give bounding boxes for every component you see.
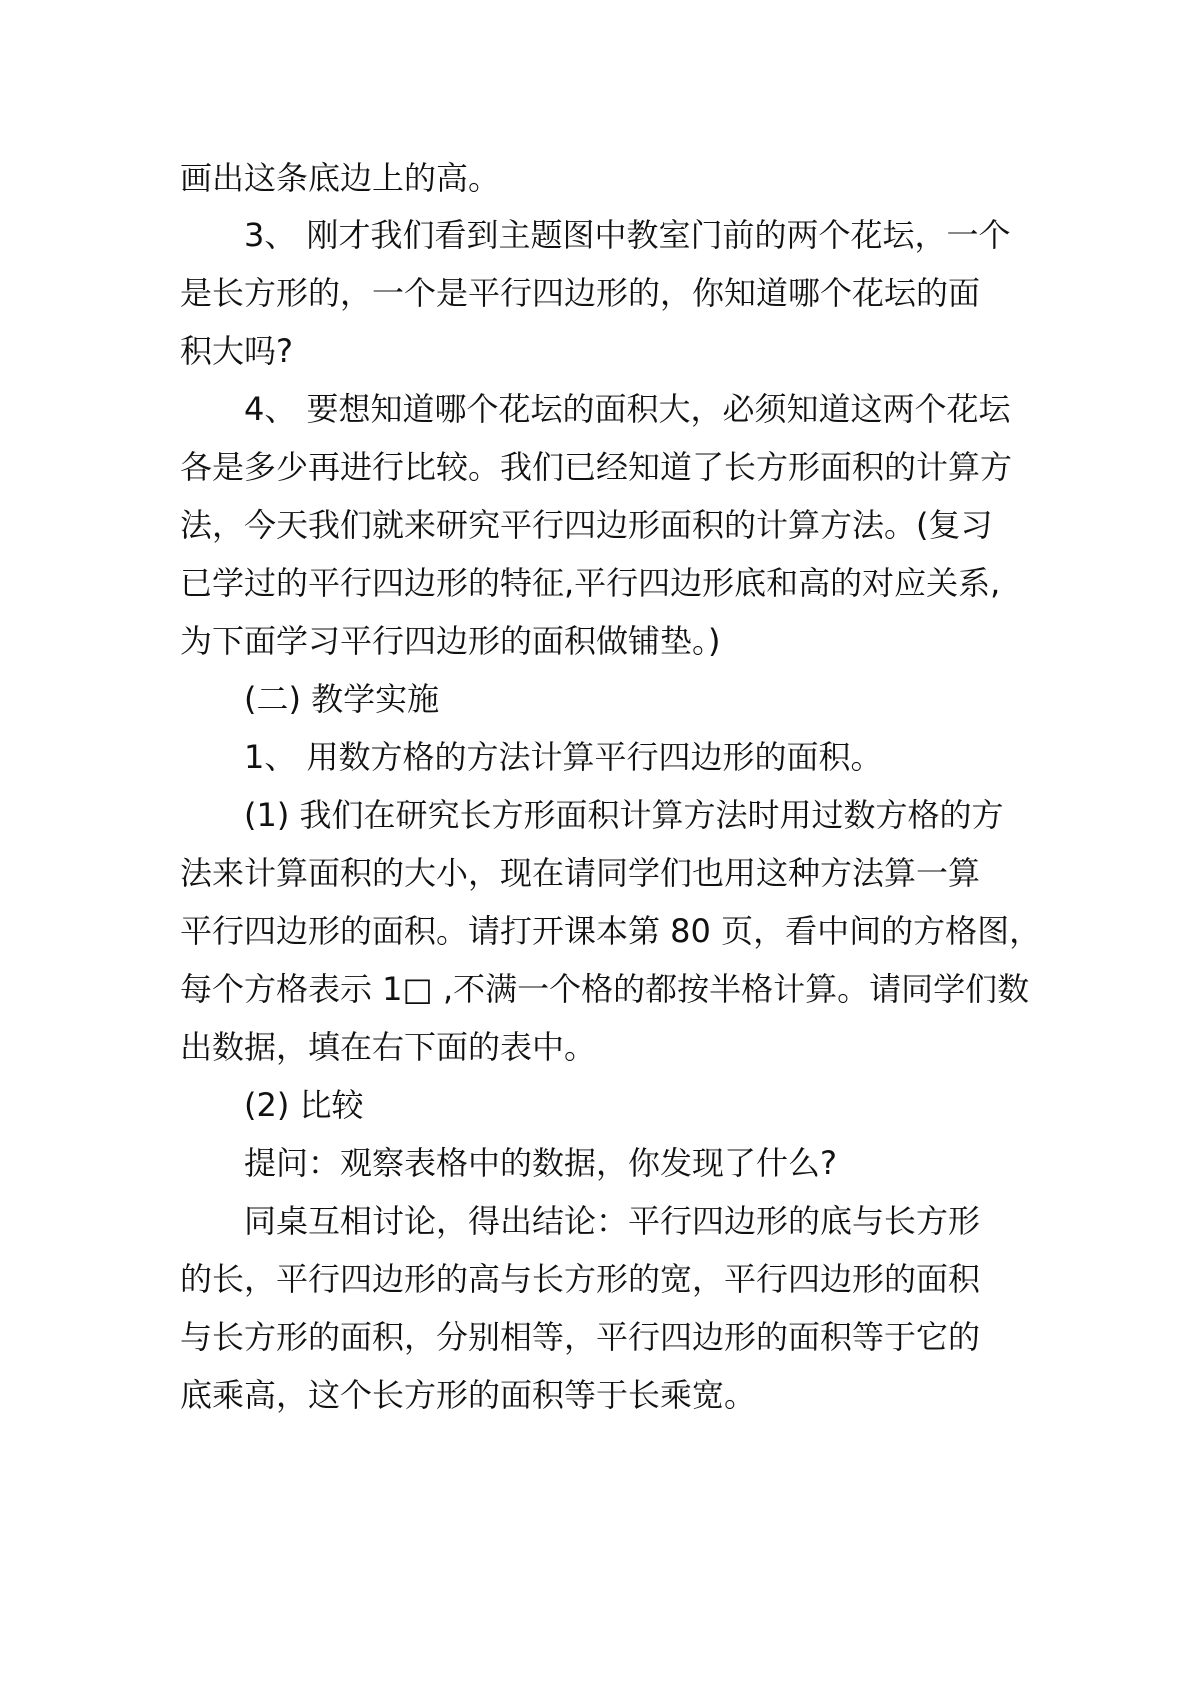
- text-line: 各是多少再进行比较。我们已经知道了长方形面积的计算方: [180, 448, 1013, 486]
- text-line: (1) 我们在研究长方形面积计算方法时用过数方格的方: [244, 796, 1004, 834]
- text-line: (2) 比较: [244, 1086, 364, 1124]
- text-line: 每个方格表示 1□ ,不满一个格的都按半格计算。请同学们数: [180, 970, 1030, 1008]
- text-line: 积大吗?: [180, 332, 293, 370]
- text-line: 平行四边形的面积。请打开课本第 80 页，看中间的方格图，: [180, 912, 1042, 950]
- text-line: 的长，平行四边形的高与长方形的宽，平行四边形的面积: [180, 1260, 981, 1298]
- text-line: 3、 刚才我们看到主题图中教室门前的两个花坛，一个: [244, 216, 1011, 254]
- text-line: 为下面学习平行四边形的面积做铺垫。): [180, 622, 721, 660]
- text-line: 同桌互相讨论，得出结论：平行四边形的底与长方形: [244, 1202, 981, 1240]
- text-line: 与长方形的面积，分别相等，平行四边形的面积等于它的: [180, 1318, 981, 1356]
- text-line: 1、 用数方格的方法计算平行四边形的面积。: [244, 738, 883, 776]
- text-line: 已学过的平行四边形的特征,平行四边形底和高的对应关系,: [180, 564, 1001, 602]
- text-line: 法来计算面积的大小，现在请同学们也用这种方法算一算: [180, 854, 981, 892]
- text-line: 4、 要想知道哪个花坛的面积大，必须知道这两个花坛: [244, 390, 1011, 428]
- text-line: 底乘高，这个长方形的面积等于长乘宽。: [180, 1376, 757, 1414]
- section-heading: (二) 教学实施: [244, 680, 440, 718]
- text-line: 法，今天我们就来研究平行四边形面积的计算方法。(复习: [180, 506, 993, 544]
- text-line: 画出这条底边上的高。: [180, 159, 501, 197]
- text-line: 出数据，填在右下面的表中。: [180, 1028, 597, 1066]
- text-line: 是长方形的，一个是平行四边形的，你知道哪个花坛的面: [180, 274, 981, 312]
- text-line: 提问：观察表格中的数据，你发现了什么?: [244, 1144, 837, 1182]
